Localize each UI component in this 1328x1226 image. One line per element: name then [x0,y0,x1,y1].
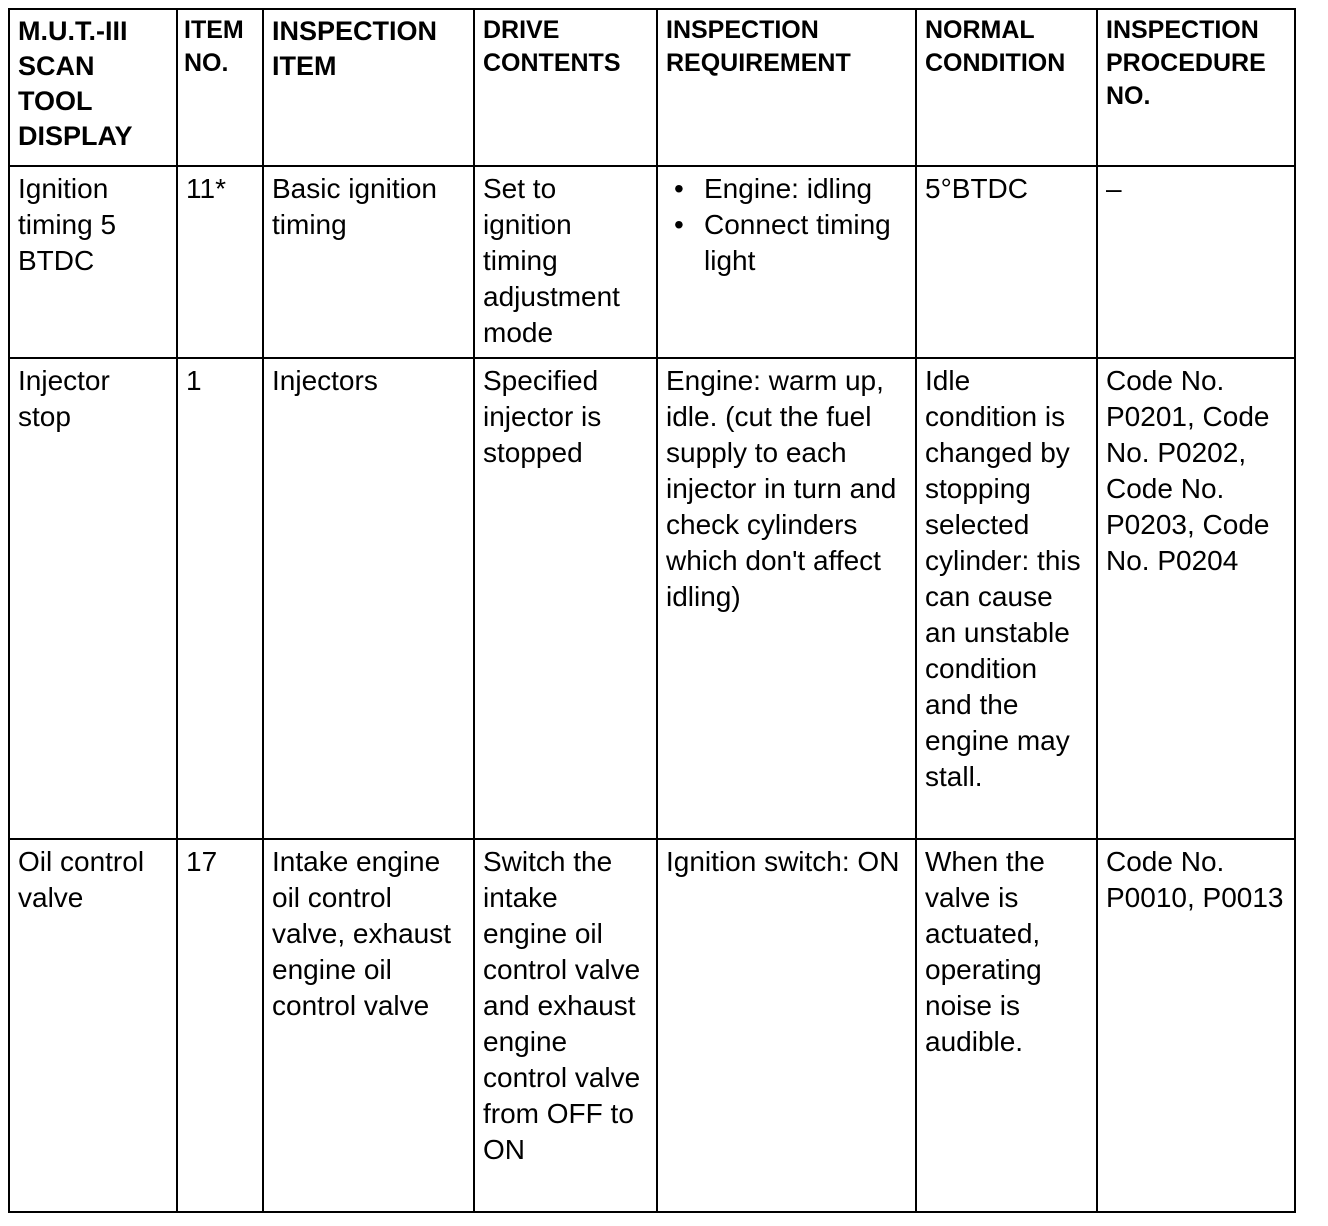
cell-drive-contents: Specified injector is stopped [474,358,657,839]
table-row [9,166,1295,358]
cell-normal-condition: When the valve is actuated, operating noise is audible. [916,839,1097,1212]
header-inspection-procedure-no: INSPECTION PROCEDURE NO. [1097,9,1295,166]
cell-procedure-no: Code No. P0010, P0013 [1097,839,1295,1212]
header-inspection-item: INSPECTION ITEM [263,9,474,166]
requirement-bullet-list [666,171,907,279]
cell-normal-condition: Idle condition is changed by stopping selected cylinder: this can cause an unstable condition and the engine may stall. [916,358,1097,839]
cell-procedure-no: – [1097,166,1295,358]
cell-procedure-no: Code No. P0201, Code No. P0202, Code No. P0203, Code No. P0204 [1097,358,1295,839]
cell-inspection-item: Intake engine oil control valve, exhaust engine oil control valve [263,839,474,1212]
table-row [9,358,1295,839]
header-item-no: ITEM NO. [177,9,263,166]
table-header-row [9,9,1295,166]
header-drive-contents: DRIVE CONTENTS [474,9,657,166]
table-row [9,839,1295,1212]
requirement-bullet: • Engine: idling [704,171,907,207]
cell-item-no: 11* [177,166,263,358]
header-scan-tool-display: M.U.T.-III SCAN TOOL DISPLAY [9,9,177,166]
cell-normal-condition: 5°BTDC [916,166,1097,358]
cell-item-no: 1 [177,358,263,839]
cell-item-no: 17 [177,839,263,1212]
header-inspection-requirement: INSPECTION REQUIREMENT [657,9,916,166]
cell-display: Ignition timing 5 BTDC [9,166,177,358]
requirement-bullet: • Connect timing light [704,207,907,279]
cell-inspection-requirement: Ignition switch: ON [657,839,916,1212]
cell-inspection-requirement: Engine: warm up, idle. (cut the fuel supply to each injector in turn and check cylinders which don't affect idling) [657,358,916,839]
actuator-test-table [8,8,1296,1213]
header-normal-condition: NORMAL CONDITION [916,9,1097,166]
cell-display: Injector stop [9,358,177,839]
cell-inspection-requirement [657,166,916,358]
cell-drive-contents: Switch the intake engine oil control valve and exhaust engine control valve from OFF to ON [474,839,657,1212]
cell-drive-contents: Set to ignition timing adjustment mode [474,166,657,358]
cell-display: Oil control valve [9,839,177,1212]
cell-inspection-item: Injectors [263,358,474,839]
cell-inspection-item: Basic ignition timing [263,166,474,358]
